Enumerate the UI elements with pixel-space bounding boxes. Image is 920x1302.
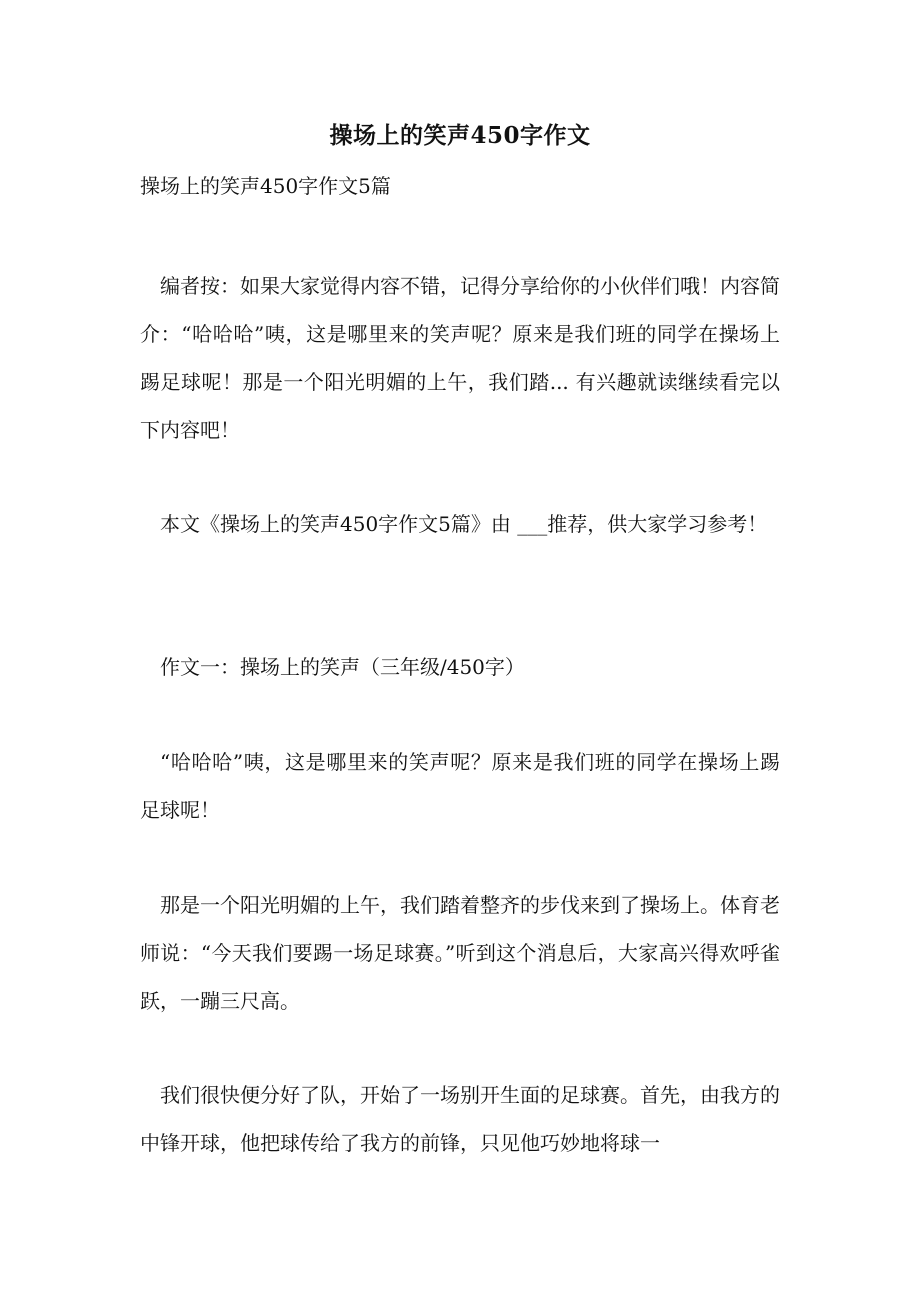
page-title: 操场上的笑声450字作文 bbox=[329, 122, 591, 149]
essay-heading: 作文一：操场上的笑声（三年级/450字） bbox=[160, 655, 525, 679]
editor-note-paragraph: 编者按：如果大家觉得内容不错，记得分享给你的小伙伴们哦！内容简介：“哈哈哈”咦，这是哪里来的笑声呢？原来是我们班的同学在操场上踢足球呢！那是一个阳光明媚的上午，我们踏... 有兴趣就读继续看完以下内容吧！ bbox=[140, 274, 780, 442]
body-paragraph: “哈哈哈”咦，这是哪里来的笑声呢？原来是我们班的同学在操场上踢足球呢！ bbox=[140, 750, 780, 822]
body-paragraph: 我们很快便分好了队，开始了一场别开生面的足球赛。首先，由我方的中锋开球，他把球传给了我方的前锋，只见他巧妙地将球一 bbox=[140, 1083, 780, 1155]
body-paragraph: 那是一个阳光明媚的上午，我们踏着整齐的步伐来到了操场上。体育老师说：“今天我们要踢一场足球赛。”听到这个消息后，大家高兴得欢呼雀跃，一蹦三尺高。 bbox=[140, 893, 780, 1013]
page-subtitle: 操场上的笑声450字作文5篇 bbox=[140, 174, 391, 198]
recommendation-paragraph: 本文《操场上的笑声450字作文5篇》由 ___推荐，供大家学习参考！ bbox=[160, 512, 768, 536]
